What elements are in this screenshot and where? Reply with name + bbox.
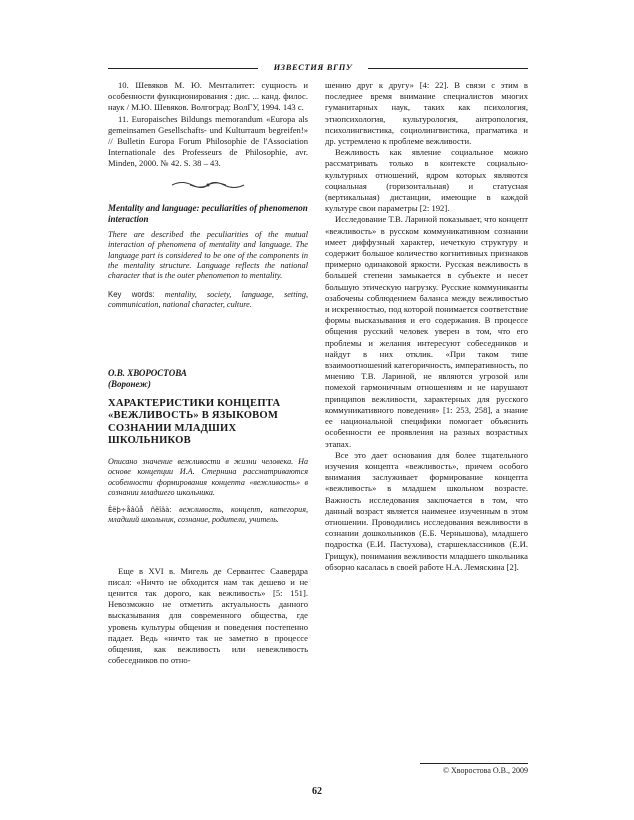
left-column <box>108 80 308 666</box>
body-paragraph: Вежливость как явление социальное можно рассматривать только в контексте социально-культурных отношений, ядром которых являются социальная (горизонтальная) и статусная (вертикальная) дистанции, имеющие в каждой культуре свои параметры [2: 192]. <box>325 147 528 214</box>
running-header <box>108 62 528 74</box>
english-keywords <box>108 290 308 310</box>
reference-10: 10. Шевяков М. Ю. Менталитет: сущность и особенности функционирования : дис. ... канд. филос. наук / М.Ю. Шевяков. Волгоград: ВолГУ, 1994. 143 с. <box>108 80 308 113</box>
copyright-note: © Хворостова О.В., 2009 <box>442 766 528 775</box>
header-rule-left <box>108 68 258 69</box>
page-number: 62 <box>312 786 322 797</box>
russian-keywords-label: Êëþ÷åâûå ñëîâà: <box>108 505 172 514</box>
reference-11: 11. Europaisches Bildungs memorandum «Europa als gemeinsamen Gesellschafts- und Kulturraum begreifen!» // Bulletin Europa Forum Philosophie de l'Association Internationale des Professeurs de Philosophie, avr. Minden, 2000. № 42. S. 38 – 43. <box>108 113 308 169</box>
russian-keywords <box>108 505 308 526</box>
article-author: О.В. ХВОРОСТОВА <box>108 368 187 379</box>
article-body-opening: Еще в XVI в. Мигель де Сервантес Саавердра писал: «Ничто не обходится нам так дешево и не ценится так дорого, как вежливость» [5: 151]. Невозможно не отметить актуальность данного высказывания для современного общества, где уровень культуры общения и поведения постепенно падает. Ведь «ничто так не заметно в процессе общения, как вежливость или невежливость собеседников по отно- <box>108 565 308 666</box>
header-rule-right <box>368 68 528 69</box>
english-keywords-value: mentality, society, language, setting, communication, national character, culture. <box>108 289 308 310</box>
ornament-divider-icon <box>108 180 308 193</box>
journal-title: ИЗВЕСТИЯ ВГПУ <box>273 62 353 72</box>
russian-keywords-value: вежливость, концепт, категория, младший школьник, сознание, родители, учитель. <box>108 504 308 525</box>
article-city: (Воронеж) <box>108 379 151 390</box>
footer-rule <box>420 763 528 764</box>
body-paragraph: Исследование Т.В. Лариной показывает, что концепт «вежливость» в русском коммуникативном сознании имеет диффузный характер, нечеткую структуру и содержит большое количество когнитивных признаков примерно одинаковой яркости. Русская вежливость в большей степени замыкается в субъекте и несет большую этическую нагрузку. Русские коммуниканты озабочены соблюдением баланса между вежливостью и искренностью, под которой понимается соответствие формы высказывания и его содержания. В процессе общения русский человек уверен в том, что его проблемы и желания интересуют собеседников и найдут в них отклик. «При таком типе взаимоотношений категоричность, императивность, по мнению Т.В. Лариной, не являются угрозой или помехой гармоничным отношениям и не нарушают принципов вежливости, характерных для русского коммуникативного поведения» [1: 253, 258], а знание ее национальной специфики помогает объяснить особенности ее проявления на разных возрастных этапах. <box>325 214 528 449</box>
body-paragraph: Все это дает основания для более тщательного изучения концепта «вежливость», причем особого внимания заслуживает формирование концепта «вежливость» в младшем школьном возрасте. Важность исследования заключается в том, что данный возраст является наименее изученным в этом отношении. Проводились исследования вежливости в сознании дошкольников (Е.Б. Чернышова), младшего подростка (Е.И. Пастухова), старшеклассников (Е.И. Грищук), понимания вежливости младшего школьника обзорно касалась в своей работе Н.А. Лемяскина [2]. <box>325 449 528 572</box>
english-abstract-title: Mentality and language: peculiarities of phenomenon interaction <box>108 202 308 224</box>
english-abstract-text: There are described the peculiarities of the mutual interaction of phenomena of mentality and language. The language part is considered to be one of the components in the mentality structure. Language reflects the national character that is the outer phenomenon to mentality. <box>108 229 308 281</box>
right-column <box>325 80 528 573</box>
english-keywords-label: Key words: <box>108 289 155 299</box>
article-title: ХАРАКТЕРИСТИКИ КОНЦЕПТА «ВЕЖЛИВОСТЬ» В ЯЗЫКОВОМ СОЗНАНИИ МЛАДШИХ ШКОЛЬНИКОВ <box>108 398 281 446</box>
russian-abstract: Описано значение вежливости в жизни человека. На основе концепции И.А. Стернина рассматриваются особенности формирования концепта «вежливость» в сознании младшего школьника. <box>108 457 308 498</box>
body-paragraph: шению друг к другу» [4: 22]. В связи с этим в последнее время внимание специалистов многих гуманитарных наук, таких как психология, этнопсихология, культурология, антропология, психолингвистика, социолингвистика, прагматика и др. устремлено к проблеме вежливости. <box>325 80 528 147</box>
